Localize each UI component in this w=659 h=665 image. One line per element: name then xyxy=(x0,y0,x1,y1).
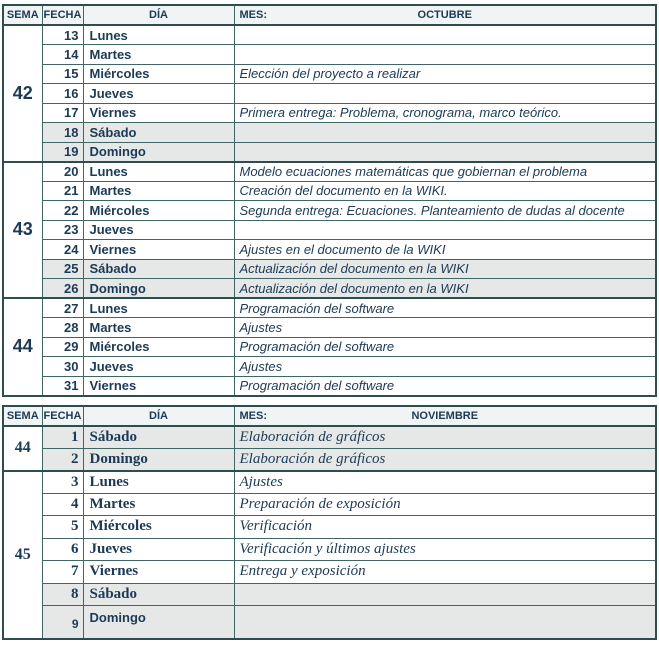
date-cell: 3 xyxy=(42,471,83,494)
day-cell: Sábado xyxy=(83,583,234,606)
november-table xyxy=(2,405,657,640)
col-header-mes xyxy=(234,406,656,426)
date-cell: 15 xyxy=(42,64,83,84)
activity-cell: Verificación xyxy=(234,516,656,539)
day-cell: Martes xyxy=(83,181,234,201)
november-rows xyxy=(3,426,656,639)
schedule-row xyxy=(3,142,656,162)
col-header-fecha: FECHA xyxy=(42,406,83,426)
schedule-row xyxy=(3,471,656,494)
date-cell: 24 xyxy=(42,240,83,260)
date-cell: 8 xyxy=(42,583,83,606)
october-rows xyxy=(3,25,656,396)
day-cell: Domingo xyxy=(83,606,234,639)
date-cell: 30 xyxy=(42,357,83,377)
day-cell: Sábado xyxy=(83,426,234,449)
date-cell: 2 xyxy=(42,448,83,471)
activity-cell xyxy=(234,583,656,606)
schedule-row xyxy=(3,123,656,143)
activity-cell: Ajustes xyxy=(234,318,656,338)
schedule-row xyxy=(3,561,656,584)
day-cell: Jueves xyxy=(83,538,234,561)
schedule-row xyxy=(3,25,656,45)
date-cell: 14 xyxy=(42,45,83,65)
schedule-row xyxy=(3,376,656,396)
october-table xyxy=(2,4,657,397)
activity-cell xyxy=(234,220,656,240)
day-cell: Miércoles xyxy=(83,337,234,357)
activity-cell: Entrega y exposición xyxy=(234,561,656,584)
schedule-row xyxy=(3,279,656,299)
day-cell: Lunes xyxy=(83,25,234,45)
day-cell: Martes xyxy=(83,318,234,338)
date-cell: 4 xyxy=(42,493,83,516)
date-cell: 9 xyxy=(42,606,83,639)
col-header-mes xyxy=(234,5,656,25)
date-cell: 17 xyxy=(42,103,83,123)
date-cell: 31 xyxy=(42,376,83,396)
activity-cell: Elección del proyecto a realizar xyxy=(234,64,656,84)
month-name-october: OCTUBRE xyxy=(417,9,472,21)
day-cell: Viernes xyxy=(83,561,234,584)
col-header-dia: DÍA xyxy=(83,5,234,25)
schedule-row xyxy=(3,516,656,539)
schedule-row xyxy=(3,357,656,377)
day-cell: Martes xyxy=(83,493,234,516)
schedule-row xyxy=(3,298,656,318)
schedule-row xyxy=(3,426,656,449)
activity-cell: Creación del documento en la WIKI. xyxy=(234,181,656,201)
week-number-cell: 43 xyxy=(3,162,42,299)
day-cell: Jueves xyxy=(83,84,234,104)
day-cell: Jueves xyxy=(83,220,234,240)
week-number-cell: 44 xyxy=(3,298,42,396)
schedule-row xyxy=(3,583,656,606)
activity-cell xyxy=(234,606,656,639)
schedule-row xyxy=(3,337,656,357)
date-cell: 20 xyxy=(42,162,83,182)
week-number-cell: 42 xyxy=(3,25,42,162)
schedule-row xyxy=(3,240,656,260)
activity-cell: Verificación y últimos ajustes xyxy=(234,538,656,561)
week-number-cell: 45 xyxy=(3,471,42,639)
mes-label: MES: xyxy=(239,409,267,422)
activity-cell: Elaboración de gráficos xyxy=(234,448,656,471)
day-cell: Lunes xyxy=(83,471,234,494)
activity-cell: Elaboración de gráficos xyxy=(234,426,656,449)
date-cell: 19 xyxy=(42,142,83,162)
date-cell: 6 xyxy=(42,538,83,561)
activity-cell: Programación del software xyxy=(234,376,656,396)
schedule-row xyxy=(3,45,656,65)
date-cell: 16 xyxy=(42,84,83,104)
col-header-dia: DÍA xyxy=(83,406,234,426)
november-header-row xyxy=(3,406,656,426)
activity-cell: Ajustes xyxy=(234,357,656,377)
day-cell: Domingo xyxy=(83,448,234,471)
day-cell: Miércoles xyxy=(83,201,234,221)
october-header-row xyxy=(3,5,656,25)
activity-cell xyxy=(234,45,656,65)
date-cell: 29 xyxy=(42,337,83,357)
activity-cell: Actualización del documento en la WIKI xyxy=(234,279,656,299)
schedule-row xyxy=(3,162,656,182)
schedule-row xyxy=(3,259,656,279)
schedule-row xyxy=(3,64,656,84)
activity-cell: Modelo ecuaciones matemáticas que gobiernan el problema xyxy=(234,162,656,182)
day-cell: Lunes xyxy=(83,298,234,318)
col-header-sema: SEMA xyxy=(3,406,42,426)
schedule-row xyxy=(3,318,656,338)
date-cell: 5 xyxy=(42,516,83,539)
day-cell: Miércoles xyxy=(83,516,234,539)
activity-cell: Segunda entrega: Ecuaciones. Planteamiento de dudas al docente xyxy=(234,201,656,221)
date-cell: 7 xyxy=(42,561,83,584)
activity-cell xyxy=(234,123,656,143)
day-cell: Sábado xyxy=(83,259,234,279)
activity-cell: Ajustes xyxy=(234,471,656,494)
day-cell: Viernes xyxy=(83,240,234,260)
date-cell: 26 xyxy=(42,279,83,299)
schedule-row xyxy=(3,201,656,221)
activity-cell xyxy=(234,142,656,162)
schedule-row xyxy=(3,493,656,516)
schedule-row xyxy=(3,103,656,123)
activity-cell xyxy=(234,84,656,104)
activity-cell: Programación del software xyxy=(234,298,656,318)
activity-cell: Primera entrega: Problema, cronograma, marco teórico. xyxy=(234,103,656,123)
date-cell: 28 xyxy=(42,318,83,338)
month-name-november: NOVIEMBRE xyxy=(411,409,479,422)
date-cell: 13 xyxy=(42,25,83,45)
activity-cell: Ajustes en el documento de la WIKI xyxy=(234,240,656,260)
schedule-row xyxy=(3,181,656,201)
date-cell: 18 xyxy=(42,123,83,143)
day-cell: Viernes xyxy=(83,103,234,123)
date-cell: 23 xyxy=(42,220,83,240)
date-cell: 22 xyxy=(42,201,83,221)
activity-cell: Actualización del documento en la WIKI xyxy=(234,259,656,279)
day-cell: Domingo xyxy=(83,279,234,299)
schedule-row xyxy=(3,538,656,561)
schedule-row xyxy=(3,448,656,471)
activity-cell xyxy=(234,25,656,45)
schedule-document xyxy=(0,4,659,640)
activity-cell: Programación del software xyxy=(234,337,656,357)
day-cell: Lunes xyxy=(83,162,234,182)
date-cell: 27 xyxy=(42,298,83,318)
schedule-row xyxy=(3,84,656,104)
col-header-sema: SEMA xyxy=(3,5,42,25)
day-cell: Domingo xyxy=(83,142,234,162)
day-cell: Sábado xyxy=(83,123,234,143)
schedule-row xyxy=(3,220,656,240)
week-number-cell: 44 xyxy=(3,426,42,471)
day-cell: Viernes xyxy=(83,376,234,396)
date-cell: 25 xyxy=(42,259,83,279)
mes-label: MES: xyxy=(239,9,267,21)
date-cell: 21 xyxy=(42,181,83,201)
date-cell: 1 xyxy=(42,426,83,449)
day-cell: Miércoles xyxy=(83,64,234,84)
schedule-row xyxy=(3,606,656,639)
day-cell: Jueves xyxy=(83,357,234,377)
day-cell: Martes xyxy=(83,45,234,65)
col-header-fecha: FECHA xyxy=(42,5,83,25)
activity-cell: Preparación de exposición xyxy=(234,493,656,516)
